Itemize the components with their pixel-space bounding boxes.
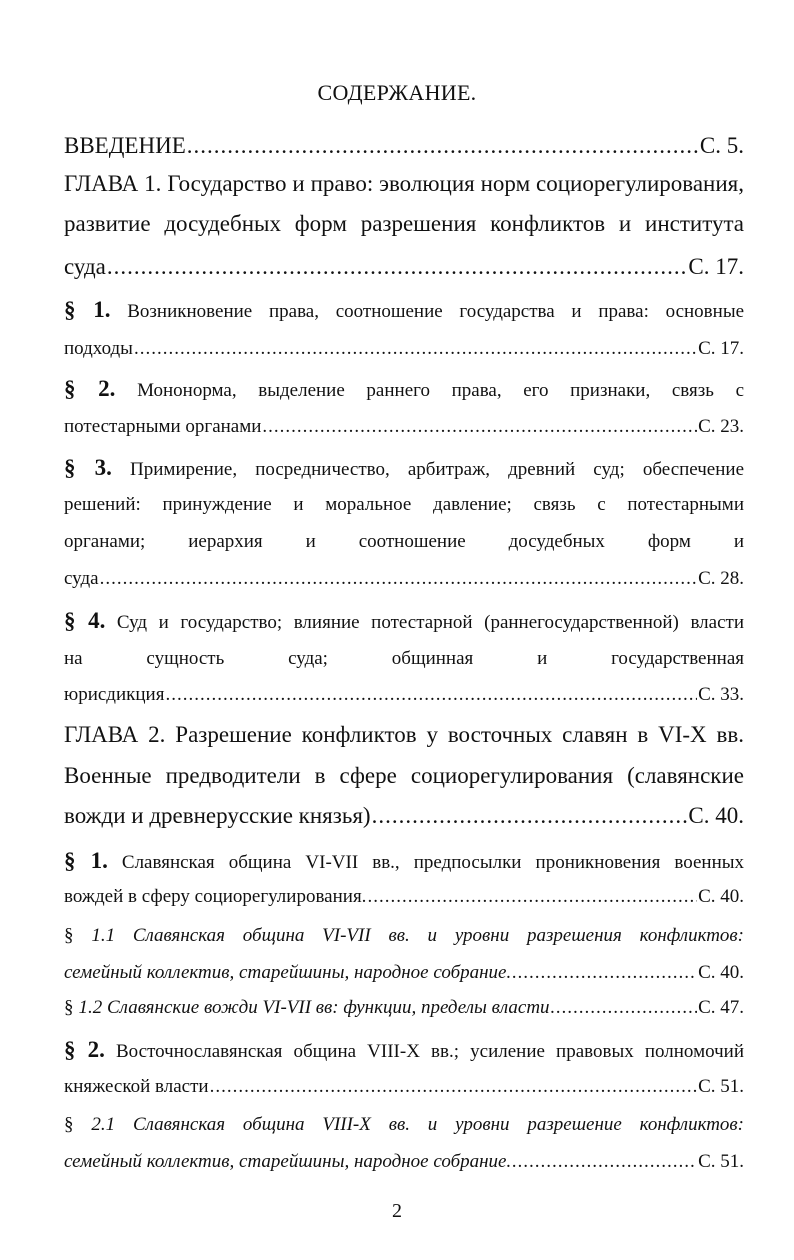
toc-page-ref: С. 28. [698, 568, 744, 589]
toc-page-ref: С. 23. [698, 416, 744, 437]
toc-section-1-4-line-2[interactable]: на сущность суда; общинная и государственная [64, 648, 744, 669]
section-title: Суд и государство; влияние потестарной (раннегосударственной) власти [116, 612, 744, 633]
toc-page-ref: С. 40. [698, 962, 744, 983]
toc-subsection-2-2-1-line-2[interactable] [64, 1151, 744, 1173]
toc-section-1-1-line-1[interactable] [64, 297, 744, 323]
toc-chapter-1-line-2[interactable]: развитие досудебных форм разрешения конфликтов и института [64, 211, 744, 236]
leader-dots [134, 338, 697, 360]
toc-section-1-4-line-1[interactable] [64, 608, 744, 634]
toc-entry-label: подходы [64, 338, 133, 359]
section-number: § 1. [64, 848, 108, 873]
toc-subsection-2-1-1-line-2[interactable] [64, 962, 744, 984]
toc-chapter-2-line-3[interactable] [64, 803, 744, 829]
toc-page-ref: С. 51. [698, 1076, 744, 1097]
section-number: § 3. [64, 455, 112, 480]
section-number: § 2. [64, 376, 116, 401]
toc-section-1-3-line-4[interactable] [64, 568, 744, 590]
toc-chapter-1-line-1[interactable]: ГЛАВА 1. Государство и право: эволюция норм социорегулирования, [64, 171, 744, 196]
toc-section-1-2-line-2[interactable] [64, 416, 744, 438]
toc-subsection-2-1-1-line-1[interactable] [64, 925, 744, 947]
toc-entry-label: княжеской власти [64, 1076, 209, 1097]
toc-page-ref: С. 17. [688, 254, 744, 279]
section-number: § [64, 997, 74, 1018]
toc-page-ref: С. 33. [698, 684, 744, 705]
toc-entry-label: суда [64, 568, 99, 589]
leader-dots [551, 997, 698, 1019]
leader-dots [367, 886, 697, 908]
toc-section-1-3-line-3[interactable]: органами; иерархия и соотношение досудебных форм и [64, 531, 744, 552]
section-title: Восточнославянская община VIII-X вв.; усиление правовых полномочий [116, 1041, 744, 1062]
page-number: 2 [392, 1200, 402, 1222]
toc-entry-introduction[interactable] [64, 133, 744, 159]
leader-dots [100, 568, 697, 590]
toc-entry-label: ВВЕДЕНИЕ [64, 133, 186, 158]
toc-section-1-1-line-2[interactable] [64, 338, 744, 360]
section-title: Примирение, посредничество, арбитраж, древний суд; обеспечение [130, 459, 745, 480]
leader-dots [262, 416, 697, 438]
leader-dots [107, 254, 688, 280]
toc-entry-label: потестарными органами [64, 416, 262, 437]
section-number: § 2. [64, 1037, 105, 1062]
toc-section-2-2-line-2[interactable] [64, 1076, 744, 1098]
section-number: § 1. [64, 297, 111, 322]
section-title: 2.1 Славянская община VIII-X вв. и уровни разрешение конфликтов: [91, 1114, 745, 1135]
section-title: Славянская община VI-VII вв., предпосылки проникновения военных [121, 852, 745, 873]
toc-page-ref: С. 40. [688, 803, 744, 828]
section-number: § [64, 925, 74, 946]
leader-dots [210, 1076, 697, 1098]
section-title: 1.1 Славянская община VI-VII вв. и уровни разрешения конфликтов: [91, 925, 745, 946]
section-title: Возникновение права, соотношение государства и права: основные [127, 301, 745, 322]
toc-entry-label: юрисдикция [64, 684, 165, 705]
toc-section-1-2-line-1[interactable] [64, 376, 744, 402]
leader-dots [372, 803, 688, 829]
section-number: § 4. [64, 608, 106, 633]
leader-dots [165, 684, 697, 706]
leader-dots [187, 133, 699, 159]
toc-subsection-2-2-1-line-1[interactable] [64, 1114, 744, 1136]
toc-subsection-2-1-2[interactable] [64, 997, 744, 1019]
toc-section-1-3-line-2[interactable]: решений: принуждение и моральное давление; связь с потестарными [64, 494, 744, 515]
toc-chapter-2-line-1[interactable]: ГЛАВА 2. Разрешение конфликтов у восточных славян в VI-X вв. [64, 722, 744, 747]
page-title: СОДЕРЖАНИЕ. [317, 80, 477, 105]
toc-section-2-2-line-1[interactable] [64, 1037, 744, 1063]
toc-page-ref: С. 17. [698, 338, 744, 359]
toc-page-ref: С. 51. [698, 1151, 744, 1172]
toc-entry-label: семейный коллектив, старейшины, народное собрание. [64, 962, 512, 983]
toc-section-1-4-line-3[interactable] [64, 684, 744, 706]
toc-page-ref: С. 47. [698, 997, 744, 1018]
toc-section-2-1-line-2[interactable] [64, 886, 744, 908]
leader-dots [512, 1151, 697, 1173]
toc-page-ref: С. 40. [698, 886, 744, 907]
section-title: Мононорма, выделение раннего права, его признаки, связь с [137, 380, 745, 401]
toc-chapter-2-line-2[interactable]: Военные предводители в сфере социорегулирования (славянские [64, 763, 744, 788]
toc-chapter-1-line-3[interactable] [64, 254, 744, 280]
toc-page-ref: С. 5. [699, 133, 744, 158]
toc-section-2-1-line-1[interactable] [64, 848, 744, 874]
toc-entry-label: семейный коллектив, старейшины, народное собрание. [64, 1151, 512, 1172]
toc-entry-label: 1.2 Славянские вожди VI-VII вв: функции, пределы власти [78, 997, 550, 1018]
toc-entry-label: вожди и древнерусские князья) [64, 803, 371, 828]
toc-entry-label: вождей в сферу социорегулирования. [64, 886, 367, 907]
toc-entry-label: суда [64, 254, 106, 279]
section-number: § [64, 1114, 74, 1135]
toc-section-1-3-line-1[interactable] [64, 455, 744, 481]
leader-dots [512, 962, 697, 984]
